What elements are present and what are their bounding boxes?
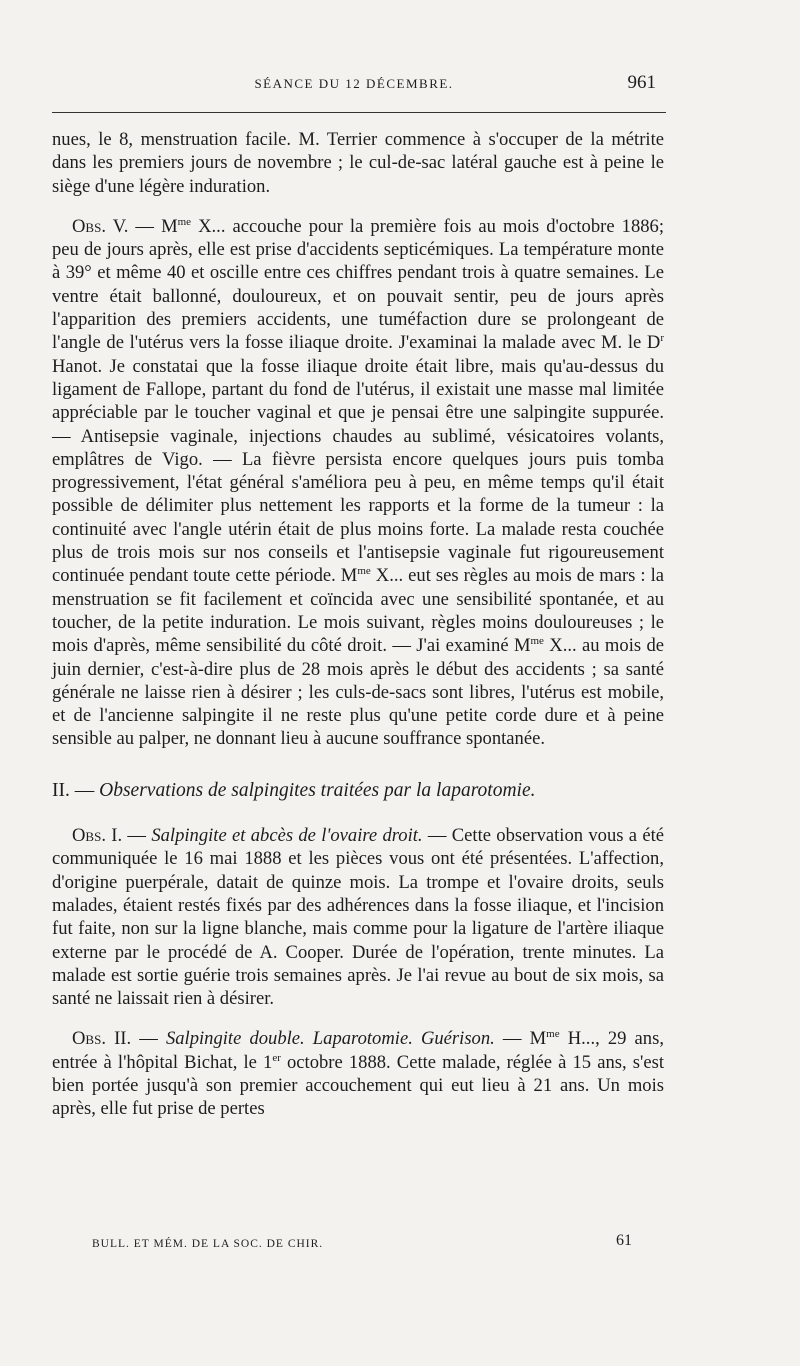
superscript: me	[177, 215, 192, 228]
paragraph-text: X... accouche pour la première fois au mois d'octobre 1886; peu de jours après, elle est prise d'accidents septicémiques. La température monte à 39° et même 40 et oscille entre ces chiffres pendant trois à quatre semaines. Le ventre était ballonné, douloureux, et on pouvait sentir, peu de jours après l'apparition des premiers accidents, une tuméfaction dure se prolongeant de l'angle de l'utérus vers la fosse iliaque droite. J'examinai la malade avec M. le D	[52, 215, 665, 354]
journal-signature: BULL. ET MÉM. DE LA SOC. DE CHIR.	[92, 1238, 324, 1250]
running-title: SÉANCE DU 12 DÉCEMBRE.	[254, 76, 454, 91]
paragraph-text: — M	[128, 215, 178, 237]
obs-title: Salpingite double. Laparotomie. Guérison.	[165, 1028, 495, 1050]
paragraph-text: — Cette observation vous a été communiquée le 16 mai 1888 et les pièces vous ont été présentées. L'affection, d'origine puerpérale, datait de quinze mois. La trompe et l'ovaire droits, seuls malades, étaient restés fixés par des adhérences dans la fosse iliaque, et l'incision fut faite, non sur la ligne blanche, mais comme pour la ligature de l'artère iliaque externe par le procédé de A. Cooper. Durée de l'opération, trente minutes. La malade est sortie guérie trois semaines après. Je l'ai revue au bout de six mois, sa santé ne laissait rien à désirer.	[52, 825, 664, 1010]
dash: —	[122, 825, 152, 847]
page-header	[52, 72, 656, 98]
paragraph-text: X... au mois de juin dernier, c'est-à-dire plus de 28 mois après le début des accidents ; sa santé générale ne laisse rien à désirer ; les culs-de-sacs sont libres, l'utérus est mobile, et de l'ancienne salpingite il ne reste plus qu'une petite corde dure et à peine sensible au palper, ne donnant lieu à aucune souffrance spontanée.	[52, 635, 664, 750]
superscript: er	[272, 1051, 281, 1064]
paragraph-text: H..., 29 ans, entrée à l'hôpital Bichat, le 1	[52, 1028, 664, 1073]
section-title: Observations de salpingites traitées par la laparotomie.	[99, 779, 536, 801]
paragraph-text: Hanot. Je constatai que la fosse iliaque droite était libre, mais qu'au-dessus du ligament de Fallope, partant du fond de l'utérus, il existait une masse mal limitée appréciable par le toucher vaginal et que je pensai être une salpingite suppurée. — Antisepsie vaginale, injections chaudes au sublimé, vésicatoires volants, emplâtres de Vigo. — La fièvre persista encore quelques jours puis tomba progressivement, l'état général s'améliora peu à peu, en même temps qu'il était possible de délimiter plus nettement les rapports et la forme de la tumeur : la continuité avec l'angle utérin était de plus moins forte. La malade resta couchée plus de trois mois sur nos conseils et l'antisepsie vaginale fut rigoureusement continuée pendant toute cette période. M	[52, 355, 664, 587]
page-footer	[92, 1232, 632, 1252]
section-number: II. —	[52, 779, 100, 801]
paragraph-text: octobre 1888. Cette malade, réglée à 15 ans, s'est bien portée jusqu'à son premier accouchement qui eut lieu à 21 ans. Un mois après, elle fut prise de pertes	[52, 1051, 665, 1120]
obs-title: Salpingite et abcès de l'ovaire droit.	[151, 825, 423, 847]
obs-label: Obs. V.	[72, 215, 129, 237]
superscript: me	[546, 1028, 560, 1041]
page-number: 961	[627, 72, 656, 93]
obs-label: Obs. I.	[72, 825, 123, 847]
paragraph-text: X... eut ses règles au mois de mars : la menstruation se fit facilement et coïncida avec une sensibilité spontanée, et au toucher, de la petite induration. Le mois suivant, règles moins douloureuses ; le mois d'après, même sensibilité du côté droit. — J'ai examiné M	[52, 565, 664, 657]
paragraph-continuation	[52, 128, 664, 198]
superscript: me	[357, 565, 371, 578]
superscript: me	[530, 635, 544, 648]
paragraph-text: nues, le 8, menstruation facile. M. Terrier commence à s'occuper de la métrite dans les premiers jours de novembre ; le cul-de-sac latéral gauche est à peine le siège d'une légère induration.	[52, 129, 664, 197]
body-text	[52, 128, 664, 1138]
obs-label: Obs. II.	[72, 1028, 132, 1050]
paragraph-text: — M	[494, 1028, 547, 1050]
superscript: r	[660, 332, 664, 345]
observation-i	[52, 824, 664, 1010]
header-rule	[52, 112, 666, 113]
signature-number: 61	[616, 1232, 632, 1249]
observation-v	[52, 215, 664, 751]
dash: —	[131, 1028, 166, 1050]
observation-ii	[52, 1027, 664, 1120]
section-heading	[52, 779, 664, 802]
